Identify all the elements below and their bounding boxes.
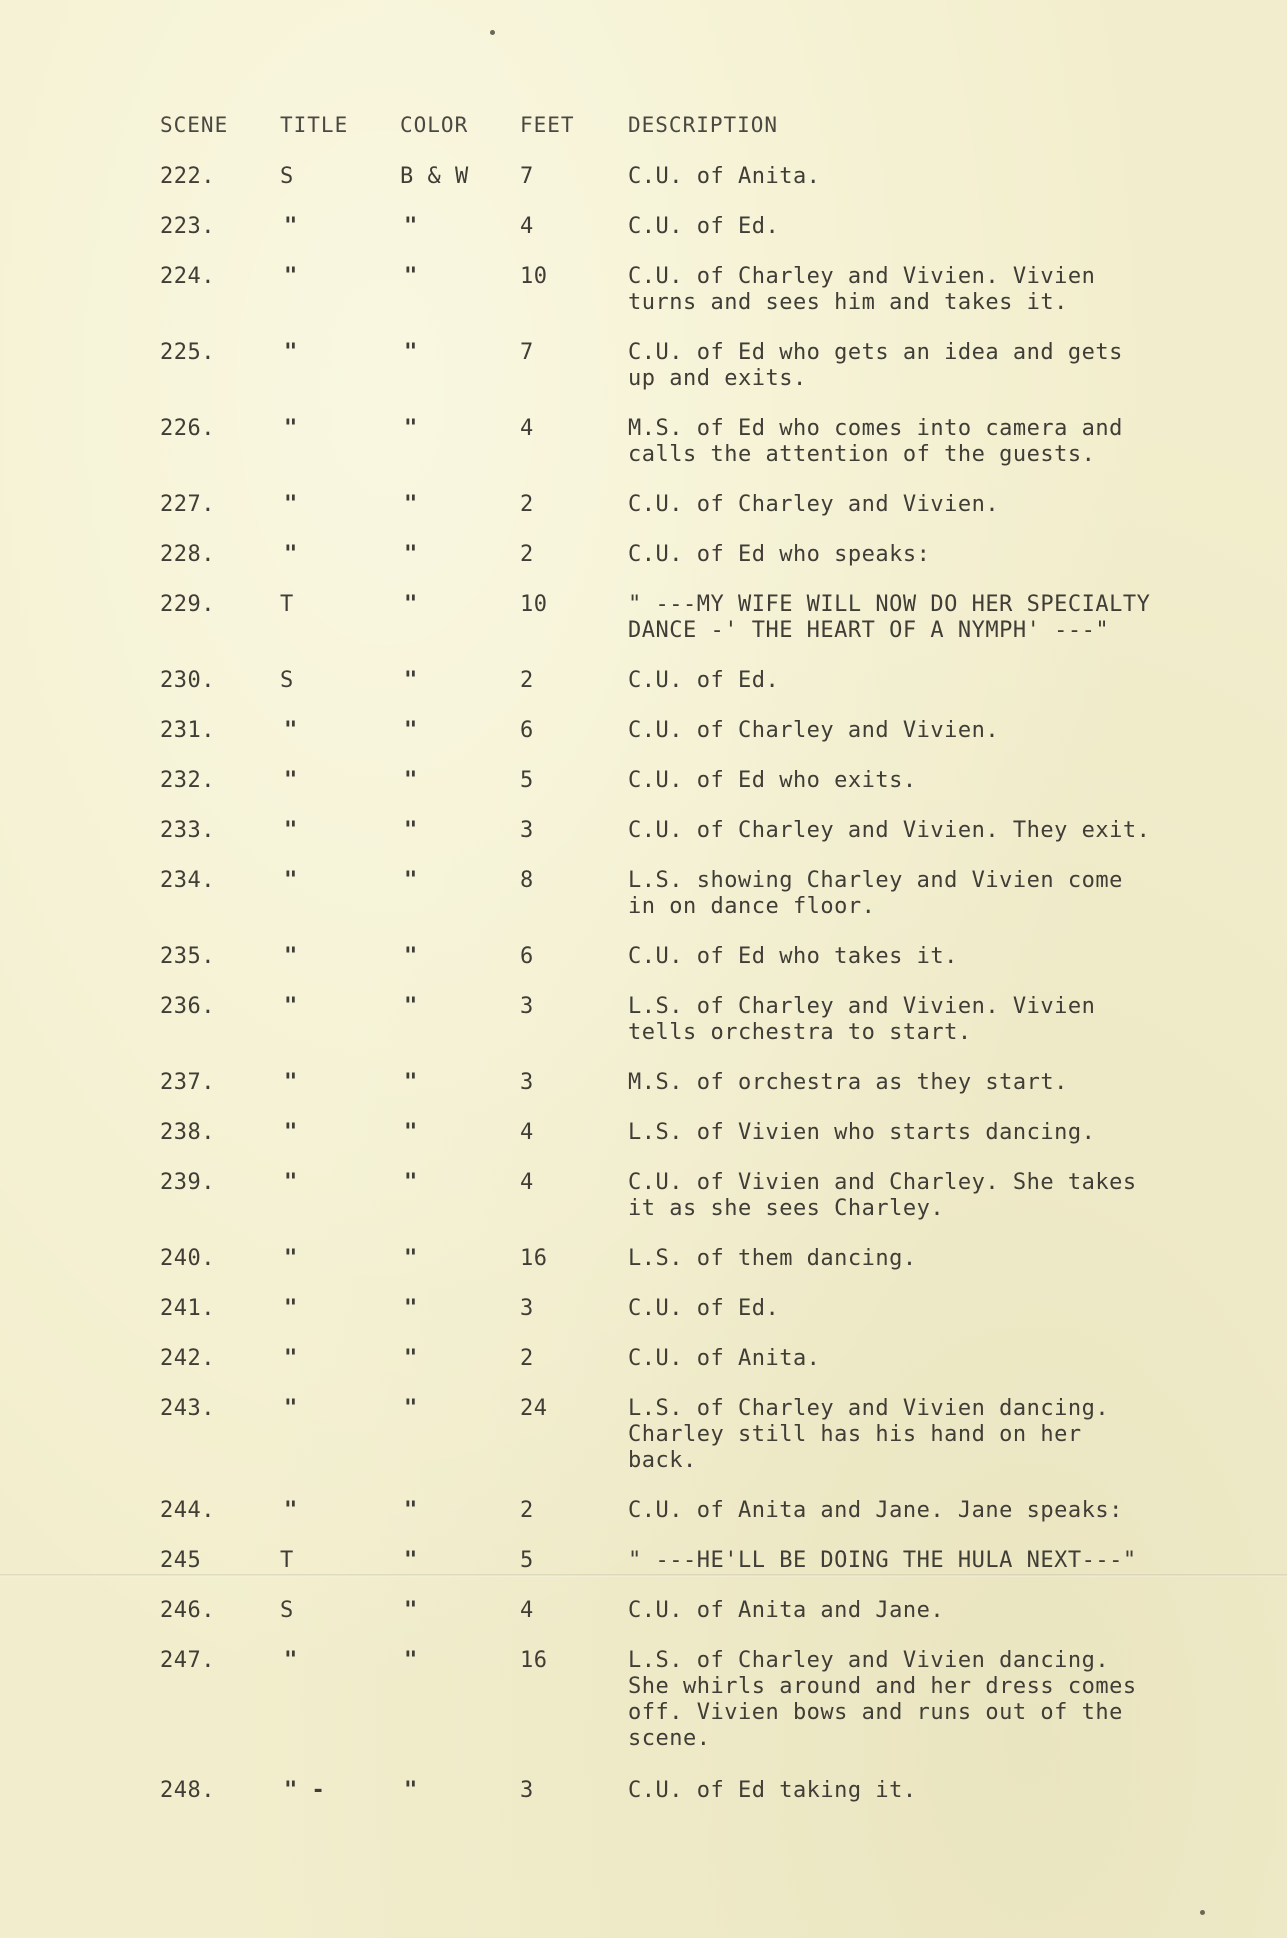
color-code: "	[404, 768, 418, 793]
color-code: "	[404, 1246, 418, 1271]
scene-number: 240.	[160, 1246, 215, 1271]
scene-description: C.U. of Ed who exits.	[628, 768, 917, 793]
title-code: S	[280, 1598, 294, 1623]
color-code: "	[404, 818, 418, 843]
color-code: "	[404, 542, 418, 567]
color-code: "	[404, 416, 418, 441]
scene-description: C.U. of Ed.	[628, 214, 780, 239]
title-code: "	[284, 492, 298, 517]
title-code: "	[284, 416, 298, 441]
title-code: "	[284, 264, 298, 289]
title-code: "	[284, 1346, 298, 1371]
scene-number: 226.	[160, 416, 215, 441]
color-code: "	[404, 718, 418, 743]
color-code: B & W	[400, 164, 469, 189]
title-code: "	[284, 340, 298, 365]
header-title: TITLE	[280, 113, 349, 137]
title-code: "	[284, 718, 298, 743]
title-code: T	[280, 1548, 294, 1573]
color-code: "	[404, 1648, 418, 1673]
header-color: COLOR	[400, 113, 469, 137]
title-code: "	[284, 944, 298, 969]
feet-value: 5	[520, 768, 534, 793]
scene-number: 223.	[160, 214, 215, 239]
color-code: "	[404, 264, 418, 289]
scene-number: 229.	[160, 592, 215, 617]
color-code: "	[404, 592, 418, 617]
color-code: "	[404, 1498, 418, 1523]
color-code: "	[404, 492, 418, 517]
feet-value: 4	[520, 214, 534, 239]
scene-description: C.U. of Charley and Vivien. They exit.	[628, 818, 1151, 843]
scene-description: L.S. of Vivien who starts dancing.	[628, 1120, 1096, 1145]
header-description: DESCRIPTION	[628, 113, 779, 137]
scene-number: 235.	[160, 944, 215, 969]
scene-number: 241.	[160, 1296, 215, 1321]
title-code: " -	[284, 1778, 326, 1803]
feet-value: 10	[520, 264, 548, 289]
color-code: "	[404, 1170, 418, 1195]
scene-description: C.U. of Ed who takes it.	[628, 944, 958, 969]
feet-value: 8	[520, 868, 534, 893]
scene-description: M.S. of orchestra as they start.	[628, 1070, 1068, 1095]
scene-description: " ---HE'LL BE DOING THE HULA NEXT---"	[628, 1548, 1137, 1573]
ink-speck	[1200, 1910, 1205, 1915]
title-code: "	[284, 818, 298, 843]
feet-value: 7	[520, 340, 534, 365]
title-code: "	[284, 994, 298, 1019]
color-code: "	[404, 1070, 418, 1095]
scene-description: C.U. of Ed who gets an idea and gets up and exits.	[628, 340, 1123, 391]
color-code: "	[404, 668, 418, 693]
scene-number: 228.	[160, 542, 215, 567]
color-code: "	[404, 944, 418, 969]
feet-value: 2	[520, 668, 534, 693]
feet-value: 6	[520, 944, 534, 969]
feet-value: 5	[520, 1548, 534, 1573]
scene-number: 239.	[160, 1170, 215, 1195]
feet-value: 6	[520, 718, 534, 743]
title-code: S	[280, 668, 294, 693]
title-code: "	[284, 1396, 298, 1421]
color-code: "	[404, 1778, 418, 1803]
scene-description: C.U. of Charley and Vivien.	[628, 718, 1000, 743]
scene-description: C.U. of Charley and Vivien. Vivien turns and sees him and takes it.	[628, 264, 1096, 315]
title-code: S	[280, 164, 294, 189]
scene-description: C.U. of Anita.	[628, 164, 821, 189]
scene-description: C.U. of Anita and Jane. Jane speaks:	[628, 1498, 1123, 1523]
feet-value: 3	[520, 1296, 534, 1321]
scene-number: 244.	[160, 1498, 215, 1523]
scene-number: 236.	[160, 994, 215, 1019]
scene-number: 237.	[160, 1070, 215, 1095]
feet-value: 4	[520, 1120, 534, 1145]
scene-description: C.U. of Anita and Jane.	[628, 1598, 945, 1623]
title-code: "	[284, 1170, 298, 1195]
feet-value: 3	[520, 1070, 534, 1095]
title-code: "	[284, 542, 298, 567]
scene-number: 225.	[160, 340, 215, 365]
feet-value: 24	[520, 1396, 548, 1421]
scene-number: 231.	[160, 718, 215, 743]
scene-description: C.U. of Ed who speaks:	[628, 542, 931, 567]
color-code: "	[404, 1346, 418, 1371]
color-code: "	[404, 214, 418, 239]
title-code: "	[284, 1648, 298, 1673]
color-code: "	[404, 340, 418, 365]
scene-description: C.U. of Charley and Vivien.	[628, 492, 1000, 517]
scene-number: 222.	[160, 164, 215, 189]
feet-value: 4	[520, 1598, 534, 1623]
title-code: "	[284, 1120, 298, 1145]
title-code: "	[284, 1070, 298, 1095]
color-code: "	[404, 1296, 418, 1321]
scene-number: 246.	[160, 1598, 215, 1623]
scene-number: 247.	[160, 1648, 215, 1673]
scene-description: C.U. of Vivien and Charley. She takes it as she sees Charley.	[628, 1170, 1137, 1221]
scene-number: 248.	[160, 1778, 215, 1803]
scene-description: " ---MY WIFE WILL NOW DO HER SPECIALTY DANCE -' THE HEART OF A NYMPH' ---"	[628, 592, 1151, 643]
scene-number: 245	[160, 1548, 202, 1573]
scene-number: 232.	[160, 768, 215, 793]
color-code: "	[404, 1598, 418, 1623]
scene-number: 238.	[160, 1120, 215, 1145]
feet-value: 16	[520, 1648, 548, 1673]
feet-value: 3	[520, 994, 534, 1019]
feet-value: 10	[520, 592, 548, 617]
scene-description: C.U. of Ed.	[628, 1296, 780, 1321]
feet-value: 3	[520, 818, 534, 843]
feet-value: 4	[520, 416, 534, 441]
header-feet: FEET	[520, 113, 575, 137]
feet-value: 2	[520, 492, 534, 517]
color-code: "	[404, 1548, 418, 1573]
title-code: "	[284, 1498, 298, 1523]
ink-speck	[490, 30, 495, 35]
title-code: T	[280, 592, 294, 617]
feet-value: 4	[520, 1170, 534, 1195]
feet-value: 16	[520, 1246, 548, 1271]
feet-value: 3	[520, 1778, 534, 1803]
scene-number: 227.	[160, 492, 215, 517]
color-code: "	[404, 868, 418, 893]
scene-number: 224.	[160, 264, 215, 289]
color-code: "	[404, 1396, 418, 1421]
feet-value: 2	[520, 1498, 534, 1523]
title-code: "	[284, 768, 298, 793]
scene-description: L.S. of Charley and Vivien dancing. Charley still has his hand on her back.	[628, 1396, 1110, 1473]
scene-description: M.S. of Ed who comes into camera and calls the attention of the guests.	[628, 416, 1123, 467]
color-code: "	[404, 1120, 418, 1145]
scene-description: L.S. of Charley and Vivien. Vivien tells orchestra to start.	[628, 994, 1096, 1045]
feet-value: 2	[520, 1346, 534, 1371]
scene-description: C.U. of Ed taking it.	[628, 1778, 917, 1803]
feet-value: 2	[520, 542, 534, 567]
scene-description: L.S. of Charley and Vivien dancing. She whirls around and her dress comes off. Vivien bows and runs out of the scene.	[628, 1648, 1137, 1751]
paper-fold-line	[0, 1574, 1287, 1577]
title-code: "	[284, 1296, 298, 1321]
feet-value: 7	[520, 164, 534, 189]
title-code: "	[284, 868, 298, 893]
scene-number: 234.	[160, 868, 215, 893]
color-code: "	[404, 994, 418, 1019]
scene-number: 230.	[160, 668, 215, 693]
scene-description: C.U. of Ed.	[628, 668, 780, 693]
scene-number: 242.	[160, 1346, 215, 1371]
scene-description: C.U. of Anita.	[628, 1346, 821, 1371]
title-code: "	[284, 1246, 298, 1271]
scene-number: 233.	[160, 818, 215, 843]
header-scene: SCENE	[160, 113, 229, 137]
scene-description: L.S. showing Charley and Vivien come in on dance floor.	[628, 868, 1123, 919]
scene-number: 243.	[160, 1396, 215, 1421]
title-code: "	[284, 214, 298, 239]
scene-description: L.S. of them dancing.	[628, 1246, 917, 1271]
